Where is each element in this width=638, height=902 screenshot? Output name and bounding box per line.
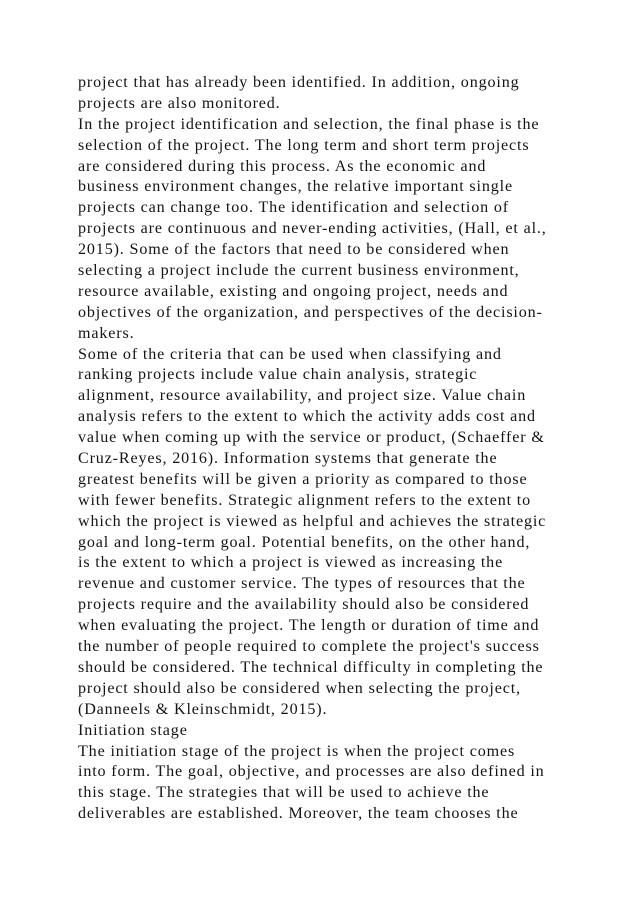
text-line: ranking projects include value chain analysis, strategic bbox=[78, 366, 478, 384]
text-line: In the project identification and selection, the final phase is the bbox=[78, 115, 540, 133]
text-line: projects are also monitored. bbox=[78, 94, 281, 112]
text-line: which the project is viewed as helpful and achieves the strategic bbox=[78, 512, 547, 530]
text-line: Some of the criteria that can be used when classifying and bbox=[78, 345, 502, 363]
text-line: greatest benefits will be given a priority as compared to those bbox=[78, 470, 528, 488]
text-line: project should also be considered when selecting the project, bbox=[78, 679, 521, 697]
text-line: deliverables are established. Moreover, the team chooses the bbox=[78, 805, 519, 823]
text-line: Cruz-Reyes, 2016). Information systems that generate the bbox=[78, 450, 498, 468]
body-text bbox=[78, 73, 578, 825]
text-line: analysis refers to the extent to which the activity adds cost and bbox=[78, 408, 536, 426]
text-line: projects require and the availability should also be considered bbox=[78, 596, 530, 614]
text-line: selection of the project. The long term and short term projects bbox=[78, 136, 530, 154]
text-line: this stage. The strategies that will be used to achieve the bbox=[78, 784, 490, 802]
text-line: 2015). Some of the factors that need to be considered when bbox=[78, 241, 510, 259]
text-line: is the extent to which a project is viewed as increasing the bbox=[78, 554, 504, 572]
text-line: objectives of the organization, and perspectives of the decision- bbox=[78, 303, 543, 321]
text-line: alignment, resource availability, and project size. Value chain bbox=[78, 387, 527, 405]
text-line: The initiation stage of the project is when the project comes bbox=[78, 742, 516, 760]
text-line: projects are continuous and never-ending activities, (Hall, et al., bbox=[78, 220, 547, 238]
text-line: the number of people required to complete the project's success bbox=[78, 638, 540, 656]
text-line: revenue and customer service. The types of resources that the bbox=[78, 575, 526, 593]
text-line: are considered during this process. As the economic and bbox=[78, 157, 487, 175]
text-line: resource available, existing and ongoing project, needs and bbox=[78, 282, 509, 300]
text-line: (Danneels & Kleinschmidt, 2015). bbox=[78, 700, 328, 718]
section-heading: Initiation stage bbox=[78, 721, 188, 739]
text-line: with fewer benefits. Strategic alignment refers to the extent to bbox=[78, 491, 532, 509]
text-line: projects can change too. The identification and selection of bbox=[78, 199, 510, 217]
text-line: goal and long-term goal. Potential benefits, on the other hand, bbox=[78, 533, 531, 551]
text-line: business environment changes, the relative important single bbox=[78, 178, 513, 196]
text-line: value when coming up with the service or product, (Schaeffer & bbox=[78, 429, 545, 447]
text-line: selecting a project include the current business environment, bbox=[78, 262, 520, 280]
text-line: when evaluating the project. The length or duration of time and bbox=[78, 617, 540, 635]
text-line: should be considered. The technical difficulty in completing the bbox=[78, 658, 544, 676]
text-line: project that has already been identified. In addition, ongoing bbox=[78, 74, 520, 91]
text-line: makers. bbox=[78, 324, 135, 342]
text-line: into form. The goal, objective, and processes are also defined in bbox=[78, 763, 545, 781]
